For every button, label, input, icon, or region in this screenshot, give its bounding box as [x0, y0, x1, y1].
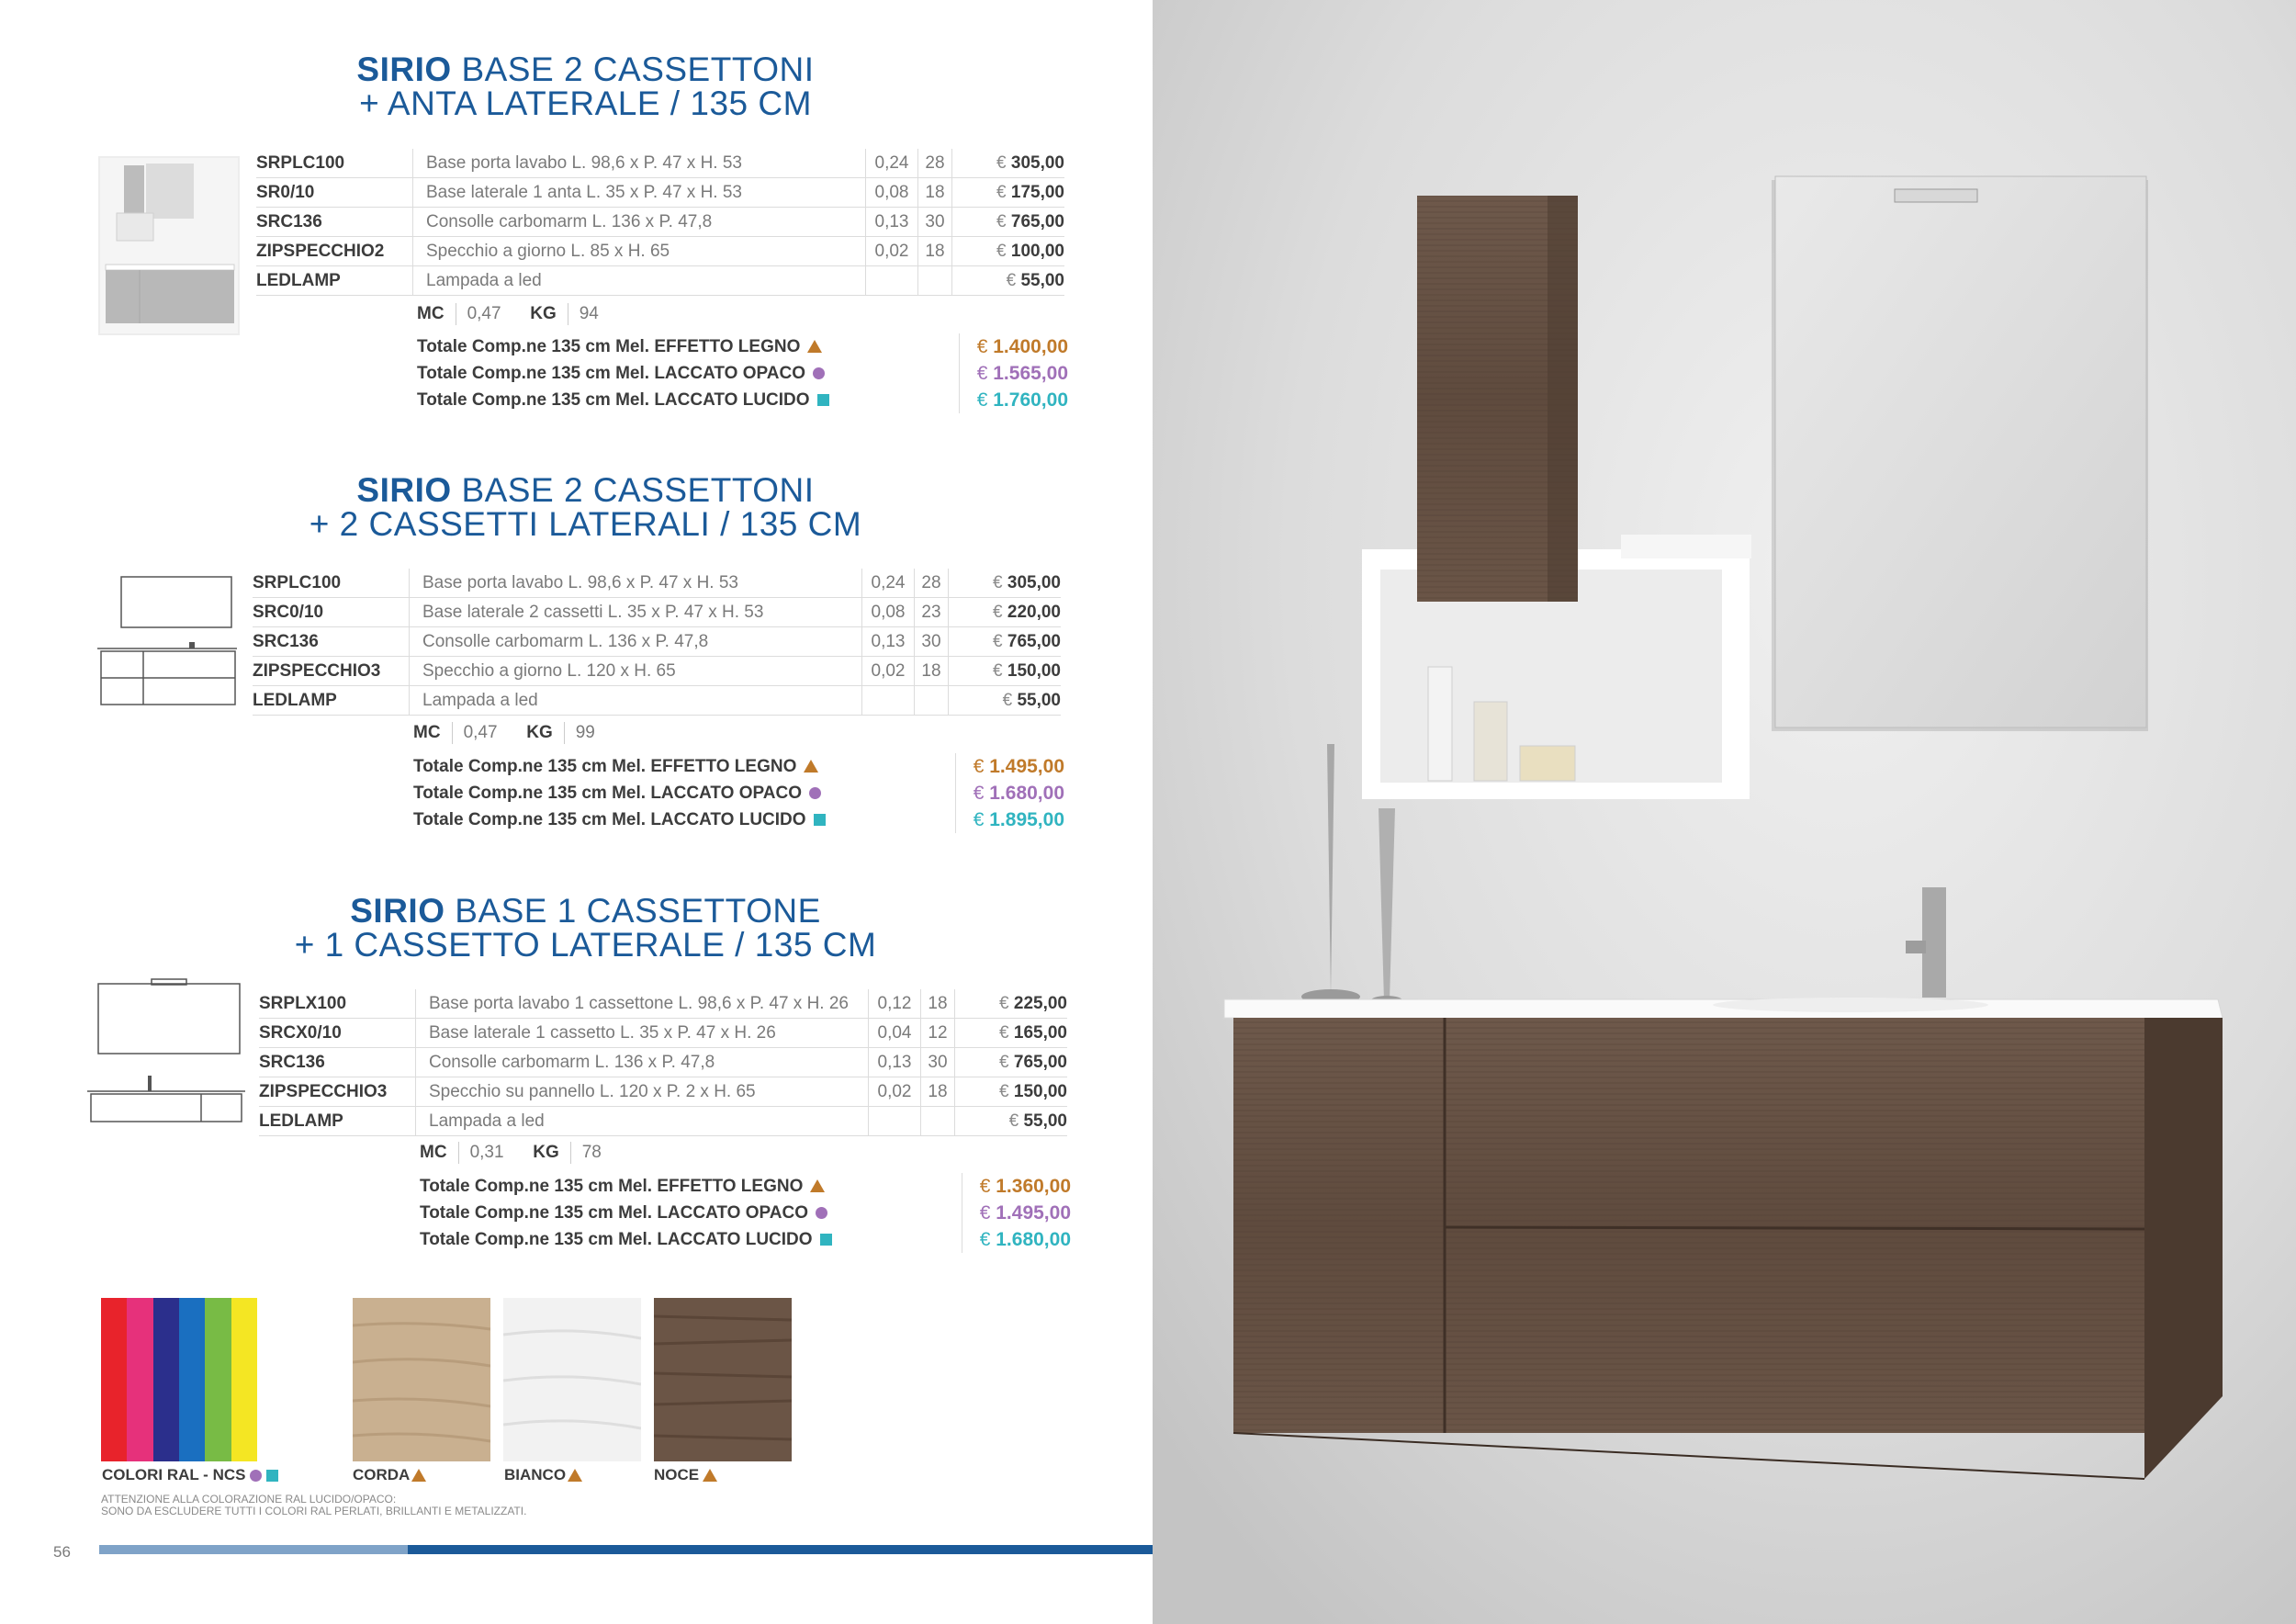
item-mc: 0,08 — [862, 598, 915, 627]
table-row — [259, 1019, 1067, 1048]
item-description: Base laterale 2 cassetti L. 35 x P. 47 x H. 53 — [410, 598, 862, 627]
total-row-lucido: Totale Comp.ne 135 cm Mel. LACCATO LUCIDO € 1.895,00 — [413, 806, 1064, 833]
product-thumbnail-drawing — [97, 572, 237, 706]
triangle-icon — [807, 340, 822, 353]
item-description: Specchio a giorno L. 85 x H. 65 — [413, 237, 866, 266]
item-code: LEDLAMP — [259, 1107, 416, 1136]
circle-icon — [809, 787, 821, 799]
totals-block — [413, 753, 1064, 833]
item-price: € 305,00 — [952, 149, 1065, 178]
item-mc — [862, 686, 915, 716]
item-price: € 175,00 — [952, 178, 1065, 208]
item-description: Lampada a led — [416, 1107, 869, 1136]
bianco-label: BIANCO — [504, 1466, 582, 1484]
brand-name: SIRIO — [350, 892, 445, 930]
item-kg: 30 — [921, 1048, 955, 1077]
table-row — [256, 208, 1064, 237]
item-price: € 765,00 — [952, 208, 1065, 237]
table-row — [253, 686, 1061, 716]
item-code: ZIPSPECCHIO2 — [256, 237, 413, 266]
item-mc: 0,13 — [862, 627, 915, 657]
triangle-icon — [411, 1469, 426, 1482]
item-price: € 225,00 — [955, 989, 1068, 1019]
product-thumbnail-photo — [98, 156, 240, 335]
noce-label: NOCE — [654, 1466, 717, 1484]
item-description: Base porta lavabo L. 98,6 x P. 47 x H. 53 — [410, 569, 862, 598]
table-row — [259, 1048, 1067, 1077]
square-icon — [266, 1470, 278, 1482]
color-note: ATTENZIONE ALLA COLORAZIONE RAL LUCIDO/OPACO: SONO DA ESCLUDERE TUTTI I COLORI RAL PERLATI, BRILLANTI E METALIZZATI. — [101, 1493, 527, 1517]
table-row — [259, 989, 1067, 1019]
footer-bar-dark — [408, 1545, 1153, 1554]
ral-color-swatch — [101, 1298, 257, 1461]
item-code: SRPLC100 — [253, 569, 410, 598]
item-kg: 18 — [918, 178, 952, 208]
ral-label: COLORI RAL - NCS — [102, 1466, 278, 1484]
circle-icon — [250, 1470, 262, 1482]
total-row-opaco: Totale Comp.ne 135 cm Mel. LACCATO OPACO € 1.680,00 — [413, 780, 1064, 806]
corda-label: CORDA — [353, 1466, 426, 1484]
product-items-table — [253, 569, 1061, 716]
title-line-2: + 1 CASSETTO LATERALE / 135 CM — [294, 926, 877, 964]
circle-icon — [816, 1207, 827, 1219]
item-mc: 0,04 — [869, 1019, 921, 1048]
total-row-lucido: Totale Comp.ne 135 cm Mel. LACCATO LUCIDO € 1.760,00 — [417, 387, 1068, 413]
item-kg: 18 — [918, 237, 952, 266]
item-code: SRC136 — [259, 1048, 416, 1077]
item-mc: 0,02 — [862, 657, 915, 686]
title-line-1: BASE 2 CASSETTONI — [461, 51, 815, 88]
noce-swatch — [654, 1298, 792, 1461]
triangle-icon — [810, 1179, 825, 1192]
item-code: ZIPSPECCHIO3 — [259, 1077, 416, 1107]
item-description: Base porta lavabo 1 cassettone L. 98,6 x P. 47 x H. 26 — [416, 989, 869, 1019]
item-kg — [915, 686, 949, 716]
corda-swatch — [353, 1298, 490, 1461]
item-price: € 100,00 — [952, 237, 1065, 266]
title-line-2: + ANTA LATERALE / 135 CM — [359, 85, 812, 122]
item-description: Lampada a led — [410, 686, 862, 716]
triangle-icon — [703, 1469, 717, 1482]
item-description: Lampada a led — [413, 266, 866, 296]
product-title — [0, 52, 1171, 120]
item-description: Base laterale 1 anta L. 35 x P. 47 x H. 53 — [413, 178, 866, 208]
total-row-lucido: Totale Comp.ne 135 cm Mel. LACCATO LUCIDO € 1.680,00 — [420, 1226, 1071, 1253]
triangle-icon — [804, 760, 818, 773]
footer-bar-light — [99, 1545, 408, 1554]
item-description: Consolle carbomarm L. 136 x P. 47,8 — [410, 627, 862, 657]
totals-block — [417, 333, 1068, 413]
item-description: Consolle carbomarm L. 136 x P. 47,8 — [413, 208, 866, 237]
item-description: Specchio su pannello L. 120 x P. 2 x H. 65 — [416, 1077, 869, 1107]
table-row — [256, 178, 1064, 208]
table-row — [256, 237, 1064, 266]
title-line-1: BASE 2 CASSETTONI — [461, 471, 815, 509]
product-title — [0, 894, 1171, 962]
item-mc: 0,02 — [866, 237, 918, 266]
title-line-2: + 2 CASSETTI LATERALI / 135 CM — [309, 505, 862, 543]
square-icon — [814, 814, 826, 826]
table-row — [259, 1077, 1067, 1107]
item-kg — [918, 266, 952, 296]
item-kg: 18 — [921, 1077, 955, 1107]
item-code: SRCX0/10 — [259, 1019, 416, 1048]
mc-kg-summary: MC 0,47 KG 99 — [413, 723, 595, 743]
mc-kg-summary: MC 0,31 KG 78 — [420, 1143, 602, 1163]
item-description: Base laterale 1 cassetto L. 35 x P. 47 x H. 26 — [416, 1019, 869, 1048]
item-price: € 305,00 — [949, 569, 1062, 598]
item-description: Base porta lavabo L. 98,6 x P. 47 x H. 53 — [413, 149, 866, 178]
product-photo — [1153, 0, 2296, 1624]
table-row — [256, 149, 1064, 178]
product-items-table — [259, 989, 1067, 1136]
item-mc: 0,13 — [866, 208, 918, 237]
item-price: € 765,00 — [955, 1048, 1068, 1077]
item-mc — [866, 266, 918, 296]
total-row-opaco: Totale Comp.ne 135 cm Mel. LACCATO OPACO € 1.565,00 — [417, 360, 1068, 387]
total-row-legno: Totale Comp.ne 135 cm Mel. EFFETTO LEGNO € 1.360,00 — [420, 1173, 1071, 1200]
product-title — [0, 473, 1171, 541]
item-price: € 765,00 — [949, 627, 1062, 657]
square-icon — [817, 394, 829, 406]
item-kg: 30 — [915, 627, 949, 657]
table-row — [253, 569, 1061, 598]
item-mc: 0,24 — [862, 569, 915, 598]
total-row-legno: Totale Comp.ne 135 cm Mel. EFFETTO LEGNO € 1.400,00 — [417, 333, 1068, 360]
item-price: € 150,00 — [955, 1077, 1068, 1107]
mc-kg-summary: MC 0,47 KG 94 — [417, 304, 599, 324]
page-number: 56 — [53, 1543, 71, 1561]
item-price: € 220,00 — [949, 598, 1062, 627]
item-kg: 28 — [915, 569, 949, 598]
item-price: € 55,00 — [955, 1107, 1068, 1136]
item-mc: 0,02 — [869, 1077, 921, 1107]
table-row — [253, 627, 1061, 657]
table-row — [253, 598, 1061, 627]
brand-name: SIRIO — [356, 471, 452, 509]
item-price: € 55,00 — [949, 686, 1062, 716]
item-mc: 0,24 — [866, 149, 918, 178]
item-description: Specchio a giorno L. 120 x H. 65 — [410, 657, 862, 686]
bianco-swatch — [503, 1298, 641, 1461]
item-kg: 23 — [915, 598, 949, 627]
table-row — [256, 266, 1064, 296]
item-code: ZIPSPECCHIO3 — [253, 657, 410, 686]
item-mc: 0,13 — [869, 1048, 921, 1077]
circle-icon — [813, 367, 825, 379]
item-kg — [921, 1107, 955, 1136]
item-price: € 150,00 — [949, 657, 1062, 686]
item-kg: 30 — [918, 208, 952, 237]
table-row — [253, 657, 1061, 686]
product-items-table — [256, 149, 1064, 296]
item-price: € 165,00 — [955, 1019, 1068, 1048]
item-mc — [869, 1107, 921, 1136]
item-kg: 18 — [915, 657, 949, 686]
item-description: Consolle carbomarm L. 136 x P. 47,8 — [416, 1048, 869, 1077]
item-code: SRC136 — [253, 627, 410, 657]
title-line-1: BASE 1 CASSETTONE — [455, 892, 821, 930]
item-code: SRC136 — [256, 208, 413, 237]
product-thumbnail-drawing — [87, 976, 245, 1125]
brand-name: SIRIO — [356, 51, 452, 88]
item-kg: 18 — [921, 989, 955, 1019]
item-code: LEDLAMP — [253, 686, 410, 716]
table-row — [259, 1107, 1067, 1136]
item-code: SR0/10 — [256, 178, 413, 208]
total-row-legno: Totale Comp.ne 135 cm Mel. EFFETTO LEGNO € 1.495,00 — [413, 753, 1064, 780]
item-mc: 0,12 — [869, 989, 921, 1019]
item-code: SRC0/10 — [253, 598, 410, 627]
total-row-opaco: Totale Comp.ne 135 cm Mel. LACCATO OPACO € 1.495,00 — [420, 1200, 1071, 1226]
item-kg: 12 — [921, 1019, 955, 1048]
item-kg: 28 — [918, 149, 952, 178]
item-price: € 55,00 — [952, 266, 1065, 296]
item-code: LEDLAMP — [256, 266, 413, 296]
triangle-icon — [568, 1469, 582, 1482]
item-mc: 0,08 — [866, 178, 918, 208]
square-icon — [820, 1234, 832, 1246]
totals-block — [420, 1173, 1071, 1253]
item-code: SRPLC100 — [256, 149, 413, 178]
item-code: SRPLX100 — [259, 989, 416, 1019]
